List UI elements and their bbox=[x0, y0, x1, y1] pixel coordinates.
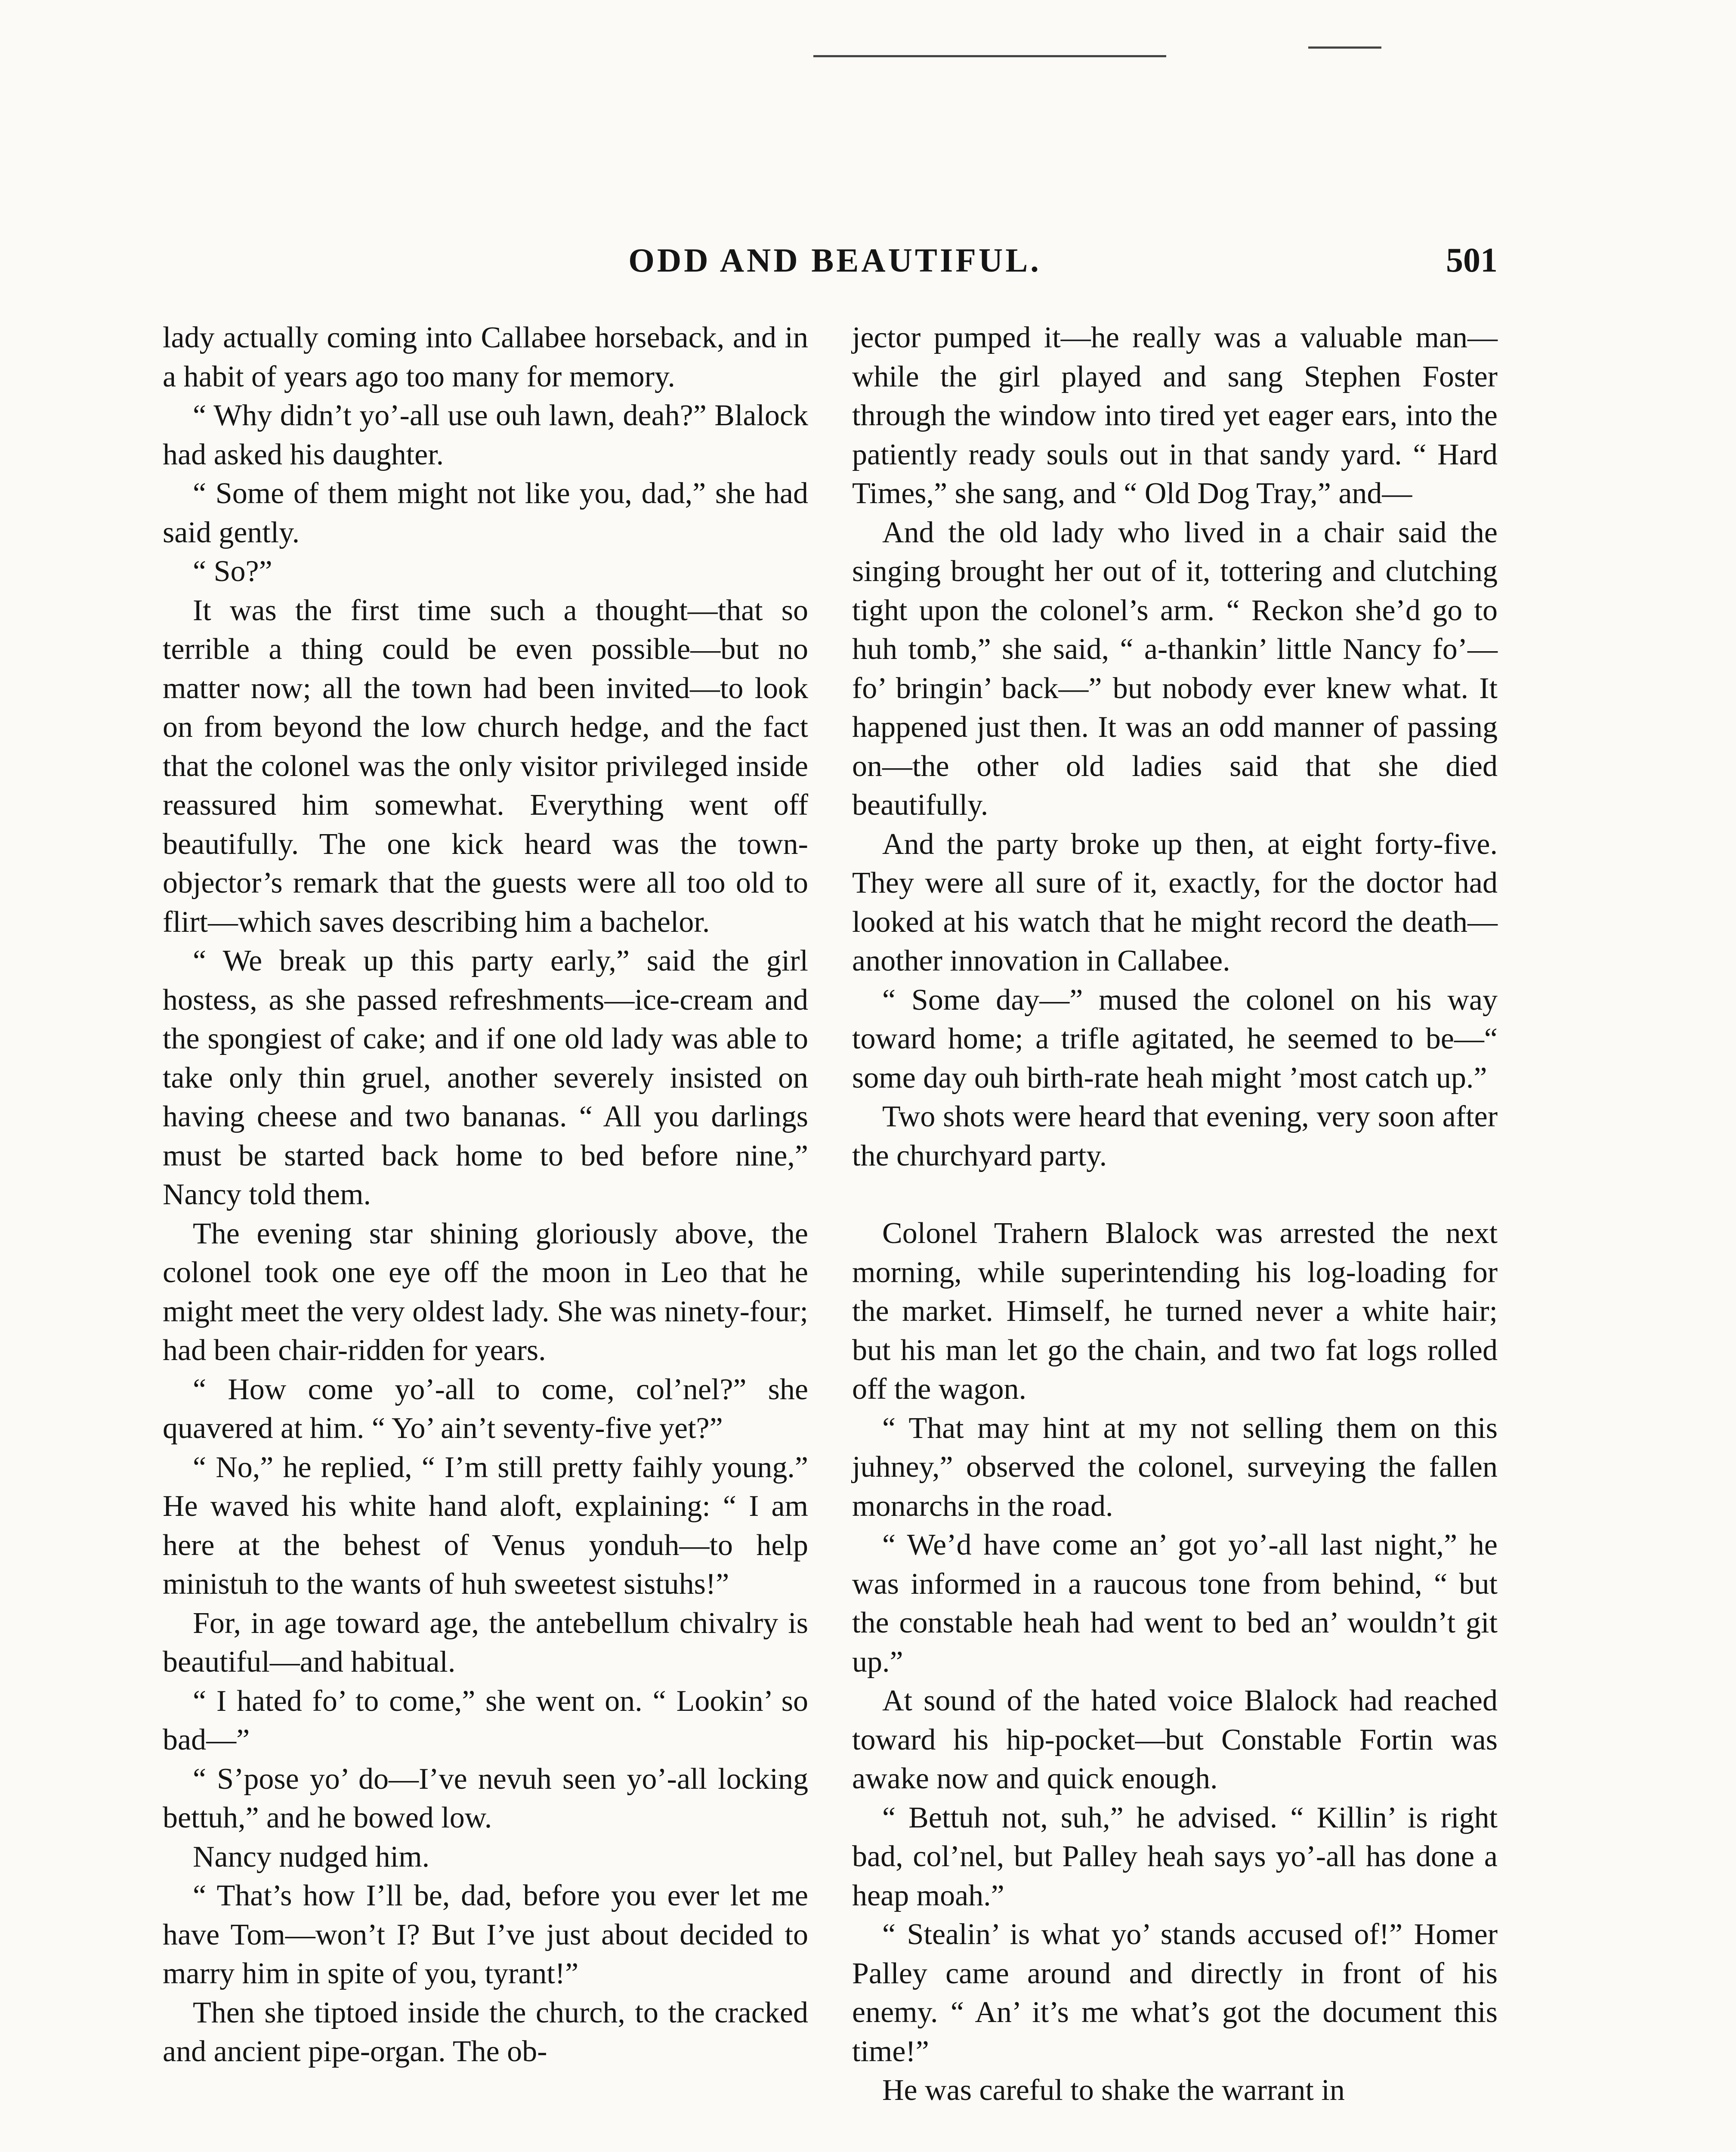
paragraph: “ S’pose yo’ do—I’ve nevuh seen yo’-all locking bettuh,” and he bowed low. bbox=[163, 1762, 808, 1834]
paragraph: Then she tiptoed inside the church, to the cracked and ancient pipe-organ. The ob- bbox=[163, 1996, 808, 2068]
left-column bbox=[163, 318, 808, 2072]
paragraph: “ Some day—” mused the colonel on his way toward home; a trifle agitated, he seemed to be—“ some day ouh birth-rate heah might ’most catch up.” bbox=[852, 983, 1498, 1095]
running-title: ODD AND BEAUTIFUL. bbox=[628, 241, 1041, 279]
paragraph: And the party broke up then, at eight forty-five. They were all sure of it, exactly, for the doctor had looked at his watch that he might record the death—another innovation in Callabee. bbox=[852, 827, 1498, 977]
paragraph: “ That’s how I’ll be, dad, before you ever let me have Tom—won’t I? But I’ve just about decided to marry him in spite of you, tyrant!” bbox=[163, 1879, 808, 1990]
paragraph: “ That may hint at my not selling them on this juhney,” observed the colonel, surveying the fallen monarchs in the road. bbox=[852, 1411, 1498, 1523]
paragraph: “ Stealin’ is what yo’ stands accused of!” Homer Palley came around and directly in front of his enemy. “ An’ it’s me what’s got the document this time!” bbox=[852, 1918, 1498, 2068]
paragraph: “ We’d have come an’ got yo’-all last night,” he was informed in a raucous tone from behind, “ but the constable heah had went to bed an’ wouldn’t git up.” bbox=[852, 1528, 1498, 1679]
right-column bbox=[852, 318, 1498, 2110]
paragraph: jector pumped it—he really was a valuable man—while the girl played and sang Stephen Foster through the window into tired yet eager ears, into the patiently ready souls out in that sandy yard. “ Hard Times,” she sang, and “ Old Dog Tray,” and— bbox=[852, 321, 1498, 510]
paragraph: The evening star shining gloriously above, the colonel took one eye off the moon in Leo that he might meet the very oldest lady. She was ninety-four; had been chair-ridden for years. bbox=[163, 1217, 808, 1367]
paragraph: Colonel Trahern Blalock was arrested the next morning, while superintending his log-loading for the market. Himself, he turned never a white hair; but his man let go the chain, and two fat logs rolled off the wagon. bbox=[852, 1217, 1498, 1406]
paragraph: At sound of the hated voice Blalock had reached toward his hip-pocket—but Constable Fortin was awake now and quick enough. bbox=[852, 1684, 1498, 1795]
paragraph: “ No,” he replied, “ I’m still pretty faihly young.” He waved his white hand aloft, explaining: “ I am here at the behest of Venus yonduh—to help ministuh to the wants of huh sweetest sistuhs!” bbox=[163, 1450, 808, 1601]
paragraph: “ Some of them might not like you, dad,” she had said gently. bbox=[163, 477, 808, 549]
paragraph: Two shots were heard that evening, very soon after the churchyard party. bbox=[852, 1100, 1498, 1172]
paragraph: “ I hated fo’ to come,” she went on. “ Lookin’ so bad—” bbox=[163, 1684, 808, 1756]
paragraph: It was the first time such a thought—that so terrible a thing could be even possible—but no matter now; all the town had been invited—to look on from beyond the low church hedge, and the fact that the colonel was the only visitor privileged inside reassured him somewhat. Everything went off beautifully. The one kick heard was the town-objector’s remark that the guests were all too old to flirt—which saves describing him a bachelor. bbox=[163, 594, 808, 939]
paragraph: “ Why didn’t yo’-all use ouh lawn, deah?” Blalock had asked his daughter. bbox=[163, 399, 808, 471]
paragraph: lady actually coming into Callabee horseback, and in a habit of years ago too many for memory. bbox=[163, 321, 808, 393]
paragraph: “ So?” bbox=[193, 555, 272, 588]
paragraph: Nancy nudged him. bbox=[193, 1840, 430, 1874]
running-header bbox=[172, 241, 1498, 288]
paragraph: For, in age toward age, the antebellum chivalry is beautiful—and habitual. bbox=[163, 1606, 808, 1679]
paragraph: “ Bettuh not, suh,” he advised. “ Killin’ is right bad, col’nel, but Palley heah says yo’-all has done a heap moah.” bbox=[852, 1801, 1498, 1912]
scan-artifact-line bbox=[1308, 46, 1381, 49]
paragraph: And the old lady who lived in a chair said the singing brought her out of it, tottering and clutching tight upon the colonel’s arm. “ Reckon she’d go to huh tomb,” she said, “ a-thankin’ little Nancy fo’—fo’ bringin’ back—” but nobody ever knew what. It happened just then. It was an odd manner of passing on—the other old ladies said that she died beautifully. bbox=[852, 516, 1498, 822]
page-number: 501 bbox=[1446, 241, 1498, 279]
paragraph: “ We break up this party early,” said the girl hostess, as she passed refreshments—ice-cream and the spongiest of cake; and if one old lady was able to take only thin gruel, another severely insisted on having cheese and two bananas. “ All you darlings must be started back home to bed before nine,” Nancy told them. bbox=[163, 944, 808, 1211]
scan-artifact-line bbox=[813, 55, 1166, 57]
paragraph: He was careful to shake the warrant in bbox=[882, 2074, 1345, 2107]
paragraph: “ How come yo’-all to come, col’nel?” she quavered at him. “ Yo’ ain’t seventy-five yet?” bbox=[163, 1373, 808, 1445]
